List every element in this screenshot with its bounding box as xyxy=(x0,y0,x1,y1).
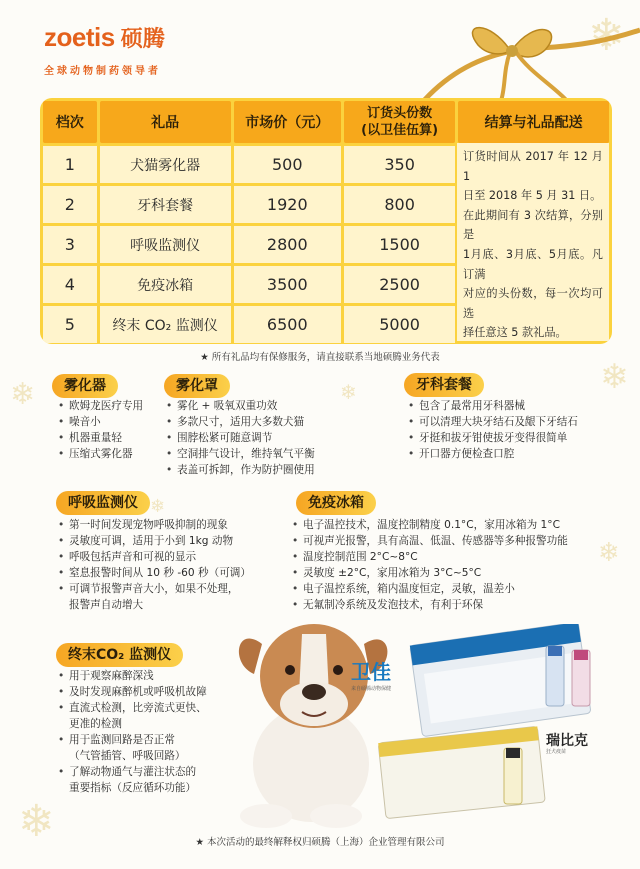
list-item: • 无氟制冷系统及发泡技术，有利于环保 xyxy=(292,597,622,613)
col-header-gift: 礼品 xyxy=(100,101,231,143)
section-title-dental: 牙科套餐 xyxy=(404,373,484,397)
disclaimer-footnote: ★ 本次活动的最终解释权归硕腾（上海）企业管理有限公司 xyxy=(195,837,445,848)
list-item-continued: （气管插管、呼吸回路） xyxy=(69,750,186,762)
brand-header xyxy=(44,22,165,77)
cell-tier: 3 xyxy=(43,226,97,263)
table-header-row xyxy=(43,101,609,143)
cell-tier: 5 xyxy=(43,306,97,343)
cell-tier: 4 xyxy=(43,266,97,303)
list-item: • 可调节报警声音大小，如果不处理， xyxy=(58,581,278,597)
mask-features xyxy=(166,398,342,478)
warranty-footnote: ★ 所有礼品均有保修服务，请直接联系当地硕腾业务代表 xyxy=(200,352,440,363)
list-item-continued: 更准的检测 xyxy=(69,718,122,730)
section-title-fridge: 免疫冰箱 xyxy=(296,491,376,515)
snowflake-icon: ❄ xyxy=(10,377,36,412)
zoetis-logo: zoetis xyxy=(44,22,115,52)
col-header-tier: 档次 xyxy=(43,101,97,143)
notes-line: 日至 2018 年 5 月 31 日。 xyxy=(463,189,602,203)
col-header-settlement: 结算与礼品配送 xyxy=(458,101,609,143)
rabvac-sub: 狂犬疫苗 xyxy=(546,749,567,755)
cell-gift: 犬猫雾化器 xyxy=(100,146,231,183)
list-item: • 用于观察麻醉深浅 xyxy=(58,668,228,684)
cell-gift: 牙科套餐 xyxy=(100,186,231,223)
list-item: • 第一时间发现宠物呼吸抑制的现象 xyxy=(58,517,278,533)
brand-slogan: 全球动物制药领导者 xyxy=(44,66,161,77)
notes-line: 对应的头份数，每一次均可选 xyxy=(463,287,603,320)
cell-price: 6500 xyxy=(234,306,341,343)
weijia-logo-text: 卫佳 xyxy=(351,660,391,684)
nebulizer-features xyxy=(58,398,166,462)
list-item: • 包含了最常用牙科器械 xyxy=(408,398,608,414)
list-item: • 温度控制范围 2°C~8°C xyxy=(292,549,622,565)
cell-doses: 800 xyxy=(344,186,455,223)
snowflake-icon: ❄ xyxy=(340,380,357,404)
list-item: • 围脖松紧可随意调节 xyxy=(166,430,342,446)
list-item: • 机器重量轻 xyxy=(58,430,166,446)
snowflake-icon: ❄ xyxy=(18,796,55,847)
list-item: • 电子温控技术，温度控制精度 0.1°C，家用冰箱为 1°C xyxy=(292,517,622,533)
list-item: • 可视声光报警，具有高温、低温、传感器等多种报警功能 xyxy=(292,533,622,549)
col-header-doses-line1: 订货头份数 xyxy=(367,106,433,121)
list-item: • 及时发现麻醉机或呼吸机故障 xyxy=(58,684,228,700)
brand-cn-name: 硕腾 xyxy=(120,26,165,51)
col-header-doses xyxy=(344,101,455,143)
list-item: • 了解动物通气与灌注状态的 xyxy=(58,764,228,780)
vaccine-product-image xyxy=(376,624,626,829)
snowflake-icon: ❄ xyxy=(588,10,625,61)
list-item: • 雾化 + 吸氧双重功效 xyxy=(166,398,342,414)
section-title-resp-monitor: 呼吸监测仪 xyxy=(56,491,150,515)
cell-doses: 5000 xyxy=(344,306,455,343)
list-item: • 电子温控系统，箱内温度恒定，灵敏，温差小 xyxy=(292,581,622,597)
list-item: • 牙挺和拔牙钳使拔牙变得很简单 xyxy=(408,430,608,446)
fridge-features xyxy=(292,517,622,613)
cell-price: 3500 xyxy=(234,266,341,303)
list-item: • 压缩式雾化器 xyxy=(58,446,166,462)
resp-monitor-features xyxy=(58,517,278,613)
col-header-price: 市场价（元） xyxy=(234,101,341,143)
list-item: • 可以清理大块牙结石及龈下牙结石 xyxy=(408,414,608,430)
section-title-mask: 雾化罩 xyxy=(164,374,230,398)
co2-monitor-features xyxy=(58,668,228,796)
list-item: • 灵敏度 ±2°C，家用冰箱为 3°C~5°C xyxy=(292,565,622,581)
notes-line: 订货时间从 2017 年 12 月 1 xyxy=(463,150,603,183)
snowflake-icon: ❄ xyxy=(598,538,620,568)
cell-doses: 2500 xyxy=(344,266,455,303)
list-item-continued: 报警声自动增大 xyxy=(69,599,144,611)
list-item: • 噪音小 xyxy=(58,414,166,430)
weijia-logo-sub: 来自硕腾动物保健 xyxy=(350,686,391,692)
cell-gift: 呼吸监测仪 xyxy=(100,226,231,263)
list-item: • 呼吸包括声音和可视的显示 xyxy=(58,549,278,565)
dental-features xyxy=(408,398,608,462)
list-item: • 表盖可拆卸，作为防护圈使用 xyxy=(166,462,342,478)
notes-line xyxy=(463,343,603,344)
list-item: • 窒息报警时间从 10 秒 -60 秒（可调） xyxy=(58,565,278,581)
cell-doses: 1500 xyxy=(344,226,455,263)
list-item: • 灵敏度可调，适用于小到 1kg 动物 xyxy=(58,533,278,549)
gift-table xyxy=(40,98,612,344)
cell-price: 500 xyxy=(234,146,341,183)
list-item: • 用于监测回路是否正常 xyxy=(58,732,228,748)
settlement-notes xyxy=(457,143,609,341)
section-title-nebulizer: 雾化器 xyxy=(52,374,118,398)
notes-line: 在此期间有 3 次结算，分别是 xyxy=(463,208,603,242)
cell-gift: 免疫冰箱 xyxy=(100,266,231,303)
list-item: • 直流式检测，比旁流式更快、 xyxy=(58,700,228,716)
cell-tier: 2 xyxy=(43,186,97,223)
cell-tier: 1 xyxy=(43,146,97,183)
list-item: • 欧姆龙医疗专用 xyxy=(58,398,166,414)
list-item: • 开口器方便检查口腔 xyxy=(408,446,608,462)
cell-price: 2800 xyxy=(234,226,341,263)
notes-line: 择任意这 5 款礼品。 xyxy=(463,326,567,340)
col-header-doses-line2: (以卫佳伍算) xyxy=(361,123,439,138)
weijia-logo xyxy=(340,656,402,692)
notes-line: 1月底、3月底、5月底。凡订满 xyxy=(463,247,603,281)
section-title-co2-monitor: 终末CO₂ 监测仪 xyxy=(56,643,183,667)
cell-doses: 350 xyxy=(344,146,455,183)
snowflake-icon: ❄ xyxy=(150,496,166,517)
cell-price: 1920 xyxy=(234,186,341,223)
list-item-continued: 重要指标（反应循环功能） xyxy=(69,782,197,794)
rabvac-label: 瑞比克 xyxy=(546,733,588,749)
snowflake-icon: ❄ xyxy=(600,357,629,397)
list-item: • 空洞排气设计，维持氧气平衡 xyxy=(166,446,342,462)
list-item: • 多款尺寸，适用大多数犬猫 xyxy=(166,414,342,430)
cell-gift: 终末 CO₂ 监测仪 xyxy=(100,306,231,343)
